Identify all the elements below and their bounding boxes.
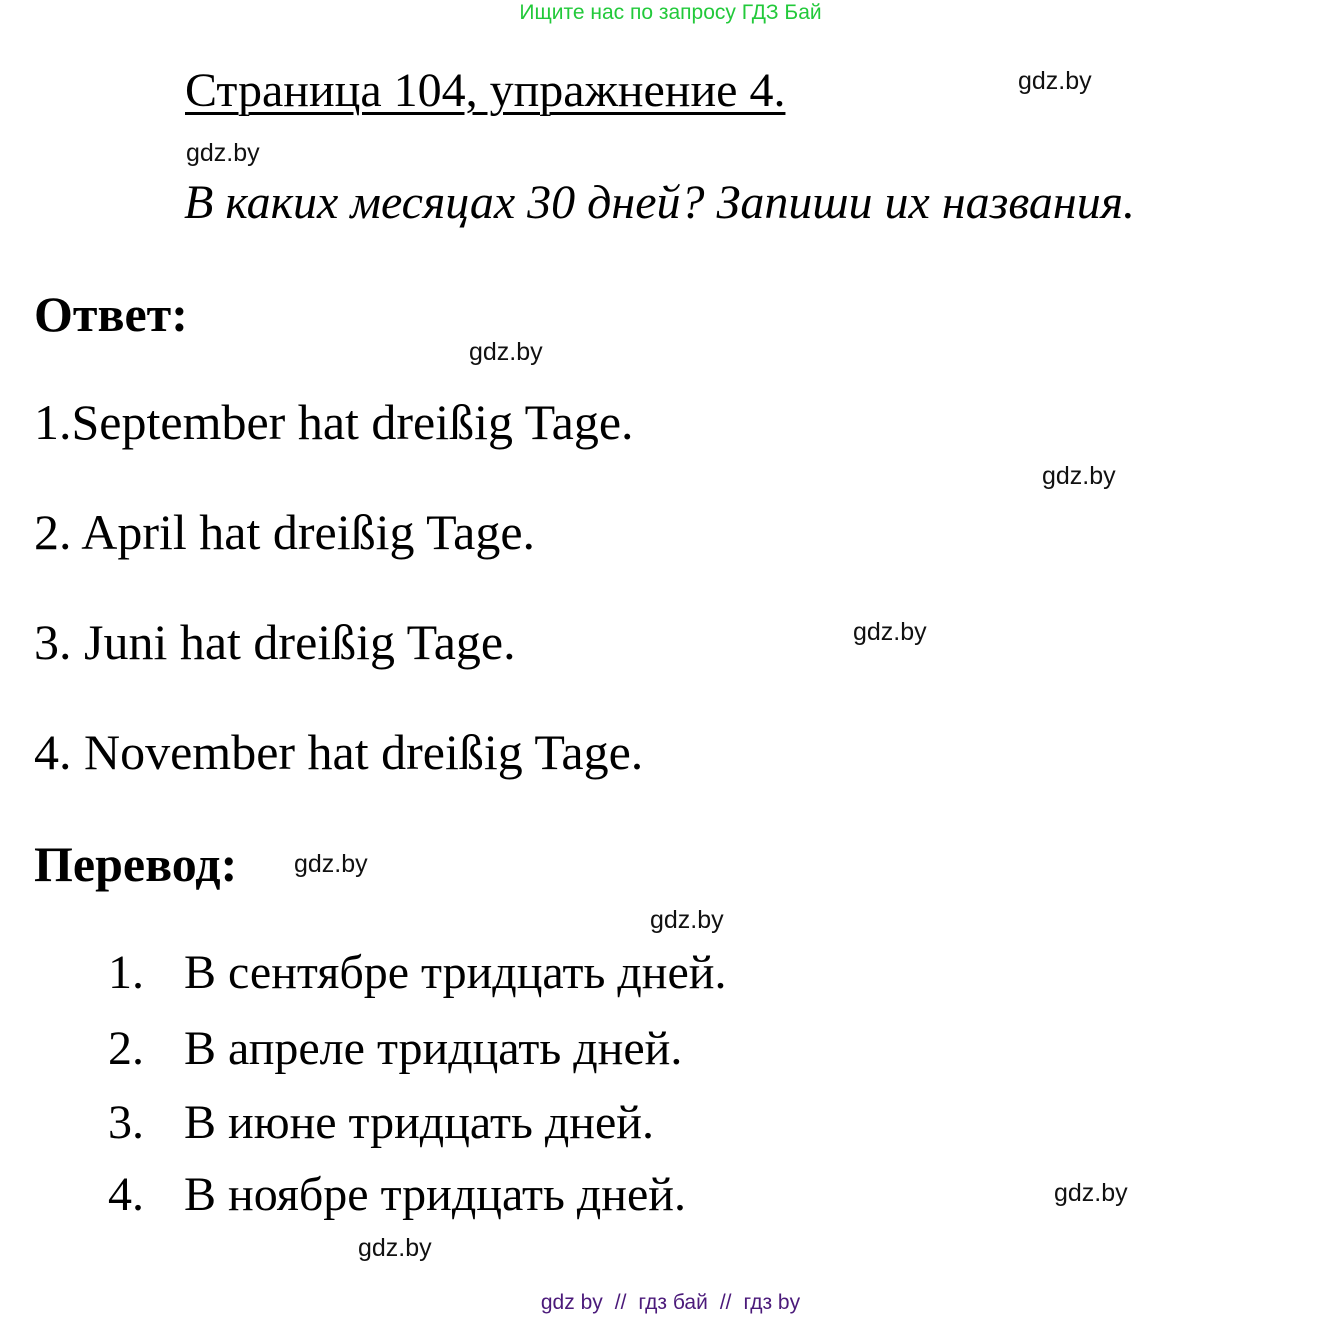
translation-text: В апреле тридцать дней.	[184, 1022, 683, 1075]
exercise-question: В каких месяцах 30 дней? Запиши их названия.	[184, 176, 1136, 229]
watermark: gdz.by	[853, 618, 927, 646]
list-number: 4.	[108, 1168, 144, 1221]
watermark: gdz.by	[358, 1234, 432, 1262]
answer-item-2: 2. April hat dreißig Tage.	[34, 504, 536, 560]
footer-separator: //	[614, 1291, 627, 1314]
footer-link-gdz-by-cyr[interactable]: гдз by	[743, 1291, 801, 1314]
watermark: gdz.by	[650, 906, 724, 934]
translation-text: В ноябре тридцать дней.	[184, 1168, 686, 1221]
search-hint-banner: Ищите нас по запросу ГДЗ Бай	[519, 1, 822, 24]
answer-item-3: 3. Juni hat dreißig Tage.	[34, 614, 516, 670]
page-title: Страница 104, упражнение 4.	[185, 64, 786, 117]
watermark: gdz.by	[1054, 1179, 1128, 1207]
translation-heading: Перевод:	[34, 836, 238, 892]
watermark: gdz.by	[1018, 67, 1092, 95]
footer-links	[0, 1290, 1341, 1316]
list-number: 1.	[108, 946, 144, 999]
footer-separator: //	[719, 1291, 732, 1314]
watermark: gdz.by	[294, 850, 368, 878]
footer-link-gdz-by[interactable]: gdz by	[540, 1291, 603, 1314]
translation-text: В июне тридцать дней.	[184, 1096, 654, 1149]
watermark: gdz.by	[1042, 462, 1116, 490]
translation-item-3	[108, 1094, 654, 1152]
translation-item-1	[108, 944, 726, 1002]
watermark: gdz.by	[469, 338, 543, 366]
answer-item-4: 4. November hat dreißig Tage.	[34, 724, 644, 780]
translation-item-2	[108, 1020, 682, 1078]
list-number: 3.	[108, 1096, 144, 1149]
list-number: 2.	[108, 1022, 144, 1075]
translation-text: В сентябре тридцать дней.	[184, 946, 727, 999]
watermark: gdz.by	[186, 139, 260, 167]
answer-heading: Ответ:	[34, 286, 188, 342]
answer-item-1: 1.September hat dreißig Tage.	[34, 394, 634, 450]
footer-link-gdz-bai[interactable]: гдз бай	[638, 1291, 708, 1314]
translation-item-4	[108, 1166, 686, 1224]
